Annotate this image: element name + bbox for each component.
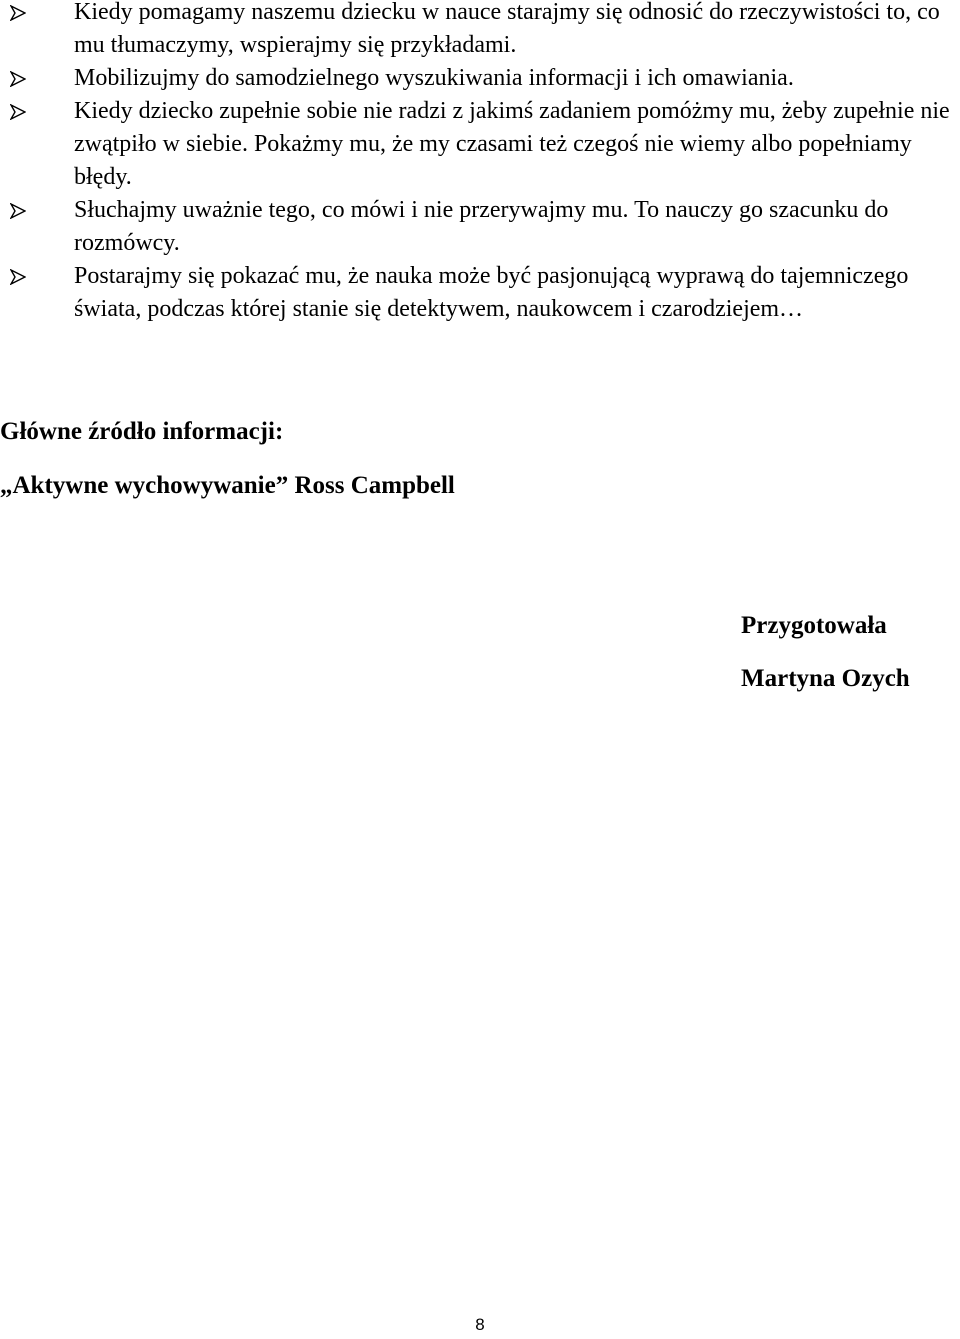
bullet-text: Mobilizujmy do samodzielnego wyszukiwania informacji i ich omawiania. [74, 65, 794, 91]
arrowhead-bullet-icon [10, 71, 26, 87]
source-heading: Główne źródło informacji: [0, 418, 284, 445]
arrowhead-bullet-icon [10, 203, 26, 219]
list-item [0, 0, 960, 62]
source-book-title: „Aktywne wychowywanie” Ross Campbell [0, 472, 455, 499]
list-item [0, 194, 960, 260]
arrowhead-bullet-icon [10, 104, 26, 120]
bullet-text: Kiedy pomagamy naszemu dziecku w nauce starajmy się odnosić do rzeczywistości to, co mu tłumaczymy, wspierajmy się przykładami. [74, 0, 940, 58]
bullet-text: Słuchajmy uważnie tego, co mówi i nie przerywajmy mu. To nauczy go szacunku do rozmówcy. [74, 197, 889, 256]
list-item [0, 62, 960, 95]
page-number: 8 [475, 1315, 485, 1334]
bullet-text: Kiedy dziecko zupełnie sobie nie radzi z jakimś zadaniem pomóżmy mu, żeby zupełnie nie zwątpiło w siebie. Pokażmy mu, że my czasami też czegoś nie wiemy albo popełniamy błędy. [74, 98, 950, 190]
list-item [0, 95, 960, 194]
list-item [0, 260, 960, 326]
arrowhead-bullet-icon [10, 5, 26, 21]
advice-bullet-list [0, 0, 960, 326]
bullet-text: Postarajmy się pokazać mu, że nauka może być pasjonującą wyprawą do tajemniczego świata, podczas której stanie się detektywem, naukowcem i czarodziejem… [74, 263, 909, 322]
author-label: Przygotowała [741, 612, 887, 639]
author-name: Martyna Ozych [741, 665, 910, 692]
arrowhead-bullet-icon [10, 269, 26, 285]
